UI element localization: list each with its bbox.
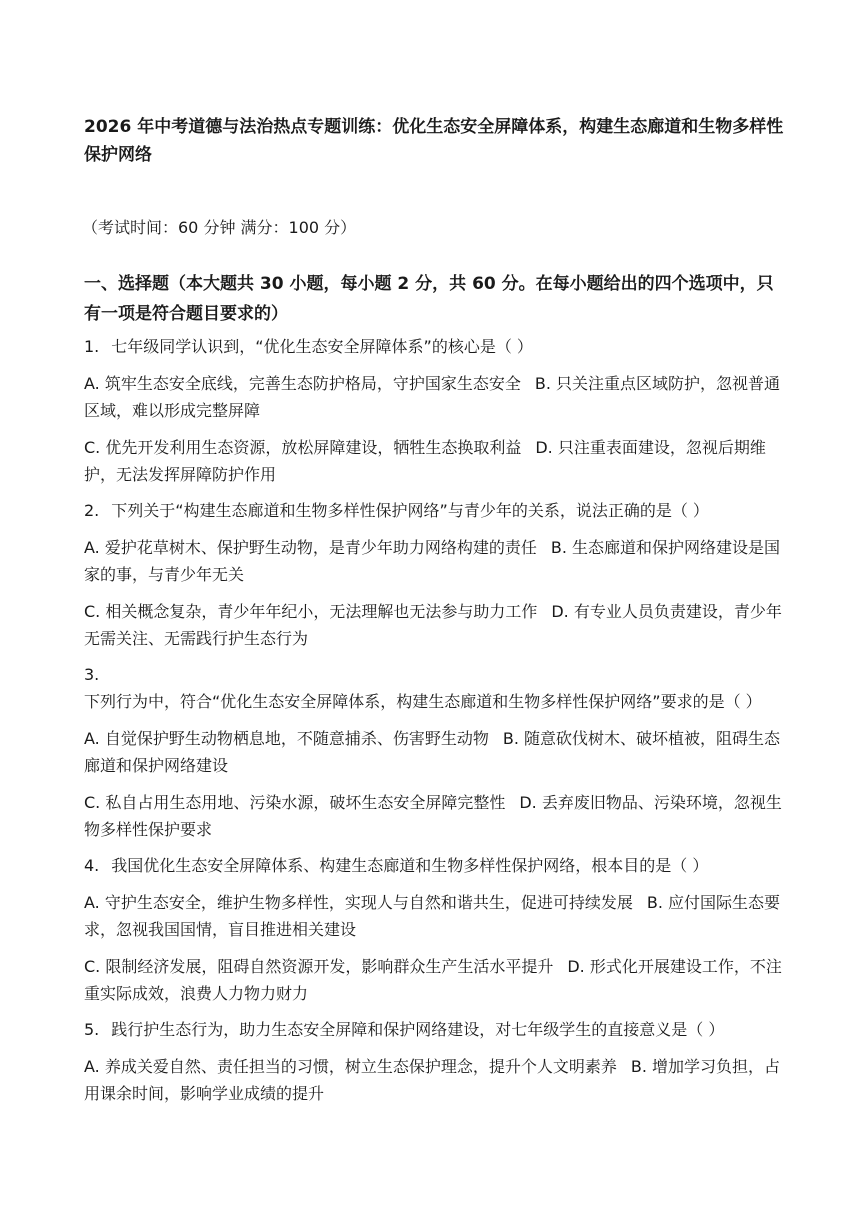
- option-b: B. 增加学习负担，占用课余时间，影响学业成绩的提升: [84, 1057, 780, 1103]
- option-row: [84, 953, 788, 1007]
- question-text: 践行护生态行为，助力生态安全屏障和保护网络建设，对七年级学生的直接意义是（ ）: [111, 1020, 725, 1039]
- option-row: [84, 725, 788, 779]
- option-row: [84, 1053, 788, 1107]
- option-row: [84, 789, 788, 843]
- question-stem: [84, 661, 788, 715]
- option-a: A. 养成关爱自然、责任担当的习惯，树立生态保护理念，提升个人文明素养: [84, 1057, 617, 1076]
- question-number: 1.: [84, 337, 100, 356]
- question-stem: [84, 333, 788, 360]
- option-b: B. 只关注重点区域防护，忽视普通区域，难以形成完整屏障: [84, 374, 780, 420]
- option-b: B. 应付国际生态要求，忽视我国国情，盲目推进相关建设: [84, 893, 780, 939]
- exam-info: （考试时间：60 分钟 满分：100 分）: [82, 218, 357, 237]
- section-heading: 一、选择题（本大题共 30 小题，每小题 2 分，共 60 分。在每小题给出的四个选项中，只有一项是符合题目要求的）: [84, 274, 774, 324]
- option-d: D. 有专业人员负责建设，青少年无需关注、无需践行护生态行为: [84, 602, 782, 648]
- document-title: 2026 年中考道德与法治热点专题训练：优化生态安全屏障体系，构建生态廊道和生物多样性保护网络: [84, 117, 784, 165]
- question-block: [84, 852, 788, 1007]
- question-number: 3.: [84, 665, 100, 684]
- option-c: C. 限制经济发展，阻碍自然资源开发，影响群众生产生活水平提升: [84, 957, 554, 976]
- question-number: 5.: [84, 1020, 100, 1039]
- option-b: B. 生态廊道和保护网络建设是国家的事，与青少年无关: [84, 538, 780, 584]
- option-c: C. 相关概念复杂，青少年年纪小，无法理解也无法参与助力工作: [84, 602, 538, 621]
- option-c: C. 优先开发利用生态资源，放松屏障建设，牺牲生态换取利益: [84, 438, 522, 457]
- option-d: D. 只注重表面建设，忽视后期维护，无法发挥屏障防护作用: [84, 438, 766, 484]
- question-stem: [84, 1016, 788, 1043]
- option-row: [84, 370, 788, 424]
- option-row: [84, 889, 788, 943]
- option-d: D. 形式化开展建设工作，不注重实际成效，浪费人力物力财力: [84, 957, 782, 1003]
- question-block: [84, 1016, 788, 1107]
- option-d: D. 丢弃废旧物品、污染环境，忽视生物多样性保护要求: [84, 793, 782, 839]
- question-stem: [84, 852, 788, 879]
- option-a: A. 守护生态安全，维护生物多样性，实现人与自然和谐共生，促进可持续发展: [84, 893, 633, 912]
- question-block: [84, 661, 788, 843]
- question-block: [84, 333, 788, 488]
- option-row: [84, 434, 788, 488]
- option-row: [84, 598, 788, 652]
- option-c: C. 私自占用生态用地、污染水源，破坏生态安全屏障完整性: [84, 793, 506, 812]
- question-text: 下列行为中，符合“优化生态安全屏障体系，构建生态廊道和生物多样性保护网络”要求的是（ ）: [84, 692, 762, 711]
- option-a: A. 自觉保护野生动物栖息地，不随意捕杀、伤害野生动物: [84, 729, 489, 748]
- question-stem: [84, 497, 788, 524]
- option-a: A. 筑牢生态安全底线，完善生态防护格局，守护国家生态安全: [84, 374, 521, 393]
- question-text: 下列关于“构建生态廊道和生物多样性保护网络”与青少年的关系，说法正确的是（ ）: [111, 501, 709, 520]
- question-text: 我国优化生态安全屏障体系、构建生态廊道和生物多样性保护网络，根本目的是（ ）: [111, 856, 709, 875]
- option-b: B. 随意砍伐树木、破坏植被，阻碍生态廊道和保护网络建设: [84, 729, 780, 775]
- option-row: [84, 534, 788, 588]
- option-a: A. 爱护花草树木、保护野生动物，是青少年助力网络构建的责任: [84, 538, 537, 557]
- question-number: 4.: [84, 856, 100, 875]
- question-number: 2.: [84, 501, 100, 520]
- question-block: [84, 497, 788, 652]
- question-text: 七年级同学认识到，“优化生态安全屏障体系”的核心是（ ）: [111, 337, 533, 356]
